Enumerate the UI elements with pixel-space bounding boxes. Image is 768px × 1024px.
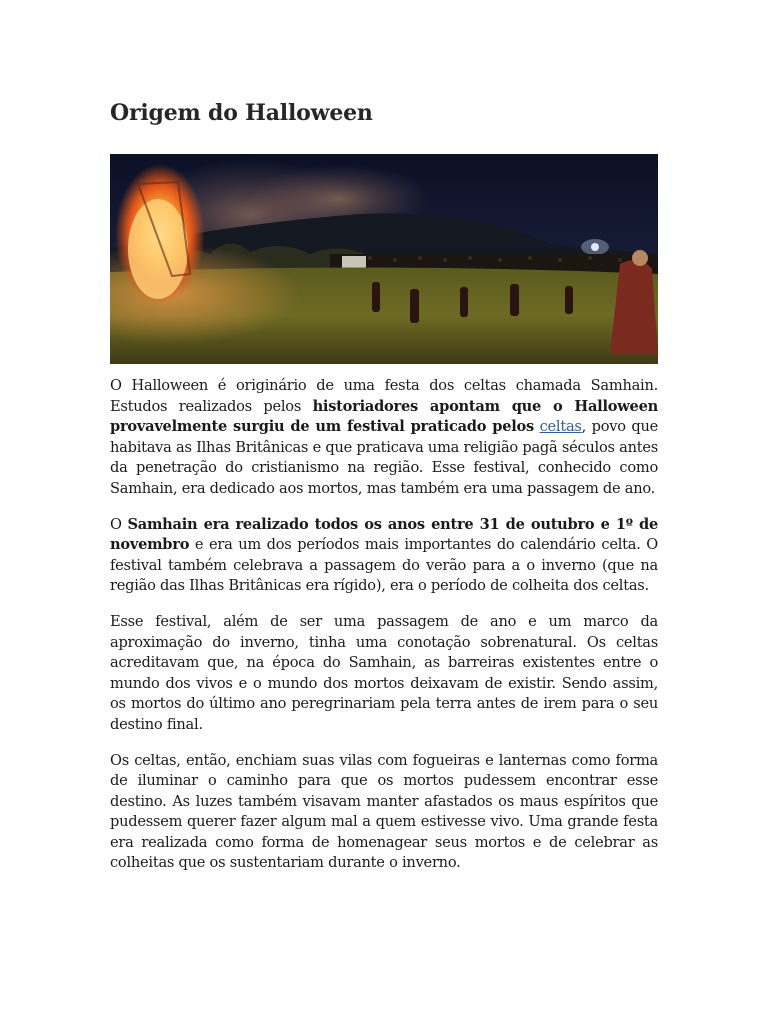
bonfire-photo-icon — [110, 154, 658, 364]
paragraph-text: O Halloween é originário de uma festa dos celtas chamada Samhain. Estudos realizados pelos — [110, 377, 658, 415]
bold-text: historiadores apontam que o Halloween provavelmente surgiu de um festival praticado pelos — [110, 397, 658, 436]
paragraph-text: e era um dos períodos mais importantes do calendário celta. O festival também celebrava a passagem do verão para a o inverno (que na região das Ilhas Britânicas era rígido), era o período de colheita dos celtas. — [110, 536, 658, 595]
paragraph-text: Esse festival, além de ser uma passagem de ano e um marco da aproximação do inverno, tinha uma conotação sobrenatural. Os celtas acreditavam que, na época do Samhain, as barreiras existentes entre o mundo dos vivos e o mundo dos mortos deixavam de existir. Sendo assim, os mortos do último ano peregrinariam pela terra antes de irem para o seu destino final. — [110, 612, 658, 733]
paragraph-2 — [110, 515, 658, 597]
paragraph-3 — [110, 612, 658, 736]
paragraph-text: O — [110, 515, 128, 533]
article-body — [110, 376, 658, 889]
page-title: Origem do Halloween — [110, 100, 373, 126]
celtas-link[interactable]: celtas — [539, 418, 582, 436]
paragraph-text: Os celtas, então, enchiam suas vilas com fogueiras e lanternas como forma de iluminar o caminho para que os mortos pudessem encontrar esse destino. As luzes também visavam manter afastados os maus espíritos que pudessem querer fazer algum mal a quem estivesse vivo. Uma grande festa era realizada como forma de homenagear seus mortos e de celebrar as colheitas que os sustentariam durante o inverno. — [110, 751, 658, 872]
paragraph-text: , povo que habitava as Ilhas Britânicas e que praticava uma religião pagã séculos antes da penetração do cristianismo na região. Esse festival, conhecido como Samhain, era dedicado aos mortos, mas também era uma passagem de ano. — [110, 418, 659, 497]
paragraph-1 — [110, 376, 658, 500]
paragraph-4 — [110, 751, 658, 875]
bold-text: Samhain era realizado todos os anos entre 31 de outubro e 1º de novembro — [110, 515, 658, 554]
